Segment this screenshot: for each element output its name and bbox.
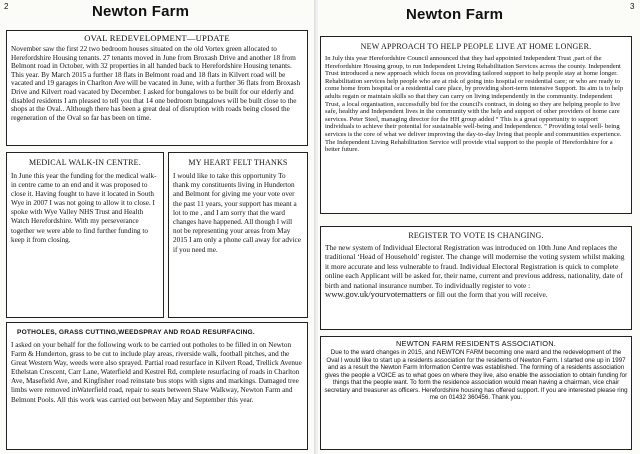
register-url-link[interactable]: www.gov.uk/yourvotematters bbox=[325, 289, 427, 300]
article-body bbox=[321, 243, 631, 299]
article-medical-walk-in bbox=[6, 152, 164, 318]
masthead-left: Newton Farm bbox=[92, 3, 190, 20]
page-number-left: 2 bbox=[4, 2, 9, 11]
article-heartfelt-thanks bbox=[168, 152, 308, 318]
article-title: MEDICAL WALK-IN CENTRE. bbox=[29, 158, 141, 167]
article-title: NEWTON FARM RESIDENTS ASSOCIATION. bbox=[395, 339, 557, 348]
article-title: MY HEART FELT THANKS bbox=[188, 158, 288, 167]
register-url-tail: or fill out the form that you will receive. bbox=[426, 290, 548, 300]
article-title: OVAL REDEVELOPMENT—UPDATE bbox=[84, 33, 230, 43]
article-body: I would like to take this opportunity To thank my constituents living in Hunderton and Belmont for giving me your vote over the past 11 years, your support has meant a lot to me , and I am sorry that the ward changes have happened. All though I will not be representing your areas from May 2015 I am only a phone call away for advice if you need me. bbox=[173, 172, 301, 254]
article-title: POTHOLES, GRASS CUTTING,WEEDSPRAY AND ROAD RESURFACING. bbox=[17, 329, 255, 336]
article-body: In July this year Herefordshire Council announced that they had appointed Independent Trust ,part of the Herefordshire Housing group, to run Independent Living Rehabilitation Services across the county. Independent Trust introduced a new approach which focus on providing tailored support to help people stay at home longer. Rehabilitation services help people who are at risk of going into hospital or residential care; or who are ready to come home from hospital or a residential care place, by providing short-term intensive Support. Its aim is to help adults regain or maintain skills so that they can carry on living independently in the community. Independent Trust, a local organisation, successfully bid for the council's contract, in doing so they are helping people to live safe, healthy and Independent lives in the community with the help and support of other providers of home care services. Peter Steel, managing director for the HH group added “ This is a great opportunity to support individuals to achieve their potential for sustainable well-being and Independence. ” Providing total well- being services is the core of what we deliver improving the day-to-day living that people and communities experience. The Independent Living Rehabilitation Service will provide vital support to the people of Herefordshire for a better future. bbox=[325, 55, 624, 154]
article-body: In June this year the funding for the medical walk-in centre came to an end and it was proposed to close it. Having fought to have it located in South Wye in 2007 I was not going to allow it to close. I spoke with Wye Valley NHS Trust and Health Watch Herefordshire. With my perseverance together we were able to find further funding to keep it from closing. bbox=[11, 172, 157, 244]
article-live-at-home bbox=[320, 36, 632, 214]
article-residents-association bbox=[320, 336, 632, 450]
page-number-right: 3 bbox=[630, 2, 635, 11]
article-register-to-vote bbox=[320, 226, 632, 330]
masthead-right: Newton Farm bbox=[406, 6, 504, 23]
article-body: November saw the first 22 two bedroom houses situated on the old Vortex green allocated to Herefordshire Housing tenants. 27 tenants moved in June from Broxash Drive and another 18 from Belmont road in October, with 32 properties in all handed back to Herefordshire Housing tenants. This year. By March 2015 a further 18 flats in Belmont road and 18 flats in Kilvert road will be vacated and 19 garages in Charlton Ave will be vacated in June, with a further 36 flats from Broxash Drive and Kilvert road vacated by December. I asked for bungalows to be built for our elderly and disabled residents I am pleased to tell you that 14 one bedroom bungalows will be built close to the shops at the Oval.. Although there has been a great deal of disruption with roads being closed the regeneration of the Oval so far has been on time. bbox=[11, 45, 301, 122]
article-title: REGISTER TO VOTE IS CHANGING. bbox=[408, 231, 544, 240]
left-page bbox=[0, 0, 316, 454]
article-body-text: The new system of Individual Electoral Registration was introduced on 10th June And replaces the traditional ‘Head of Household’ register. The change will modernise the voting system whilst making it more accurate and less vulnerable to fraud. Individual Electoral Registration is quick to complete online each Applicant will be asked for, their name, current and previous address, nationality, date of birth and national insurance number. To individually register to vote : bbox=[325, 243, 625, 290]
article-body: I asked on your behalf for the following work to be carried out potholes to be filled in on Newton Farm & Hunderton, grass to be cut to include play areas, riverside walk, football pitches, and the Great Western Way, weeds were also sprayed. Partial road resurface in Kilvert Road, Trellick Avenue Ethelstan Crescent, Carr Lane, Waterfield and Kestrel Rd, complete resurfacing of roads in Charlton Ave, Masefield Ave, and Kingfisher road reinstate bus stops with signs and markings. Damaged tree limbs were removed inWaterfield road, repair to seats between Shaw Walkway, Newton Farm and Belmont Pools. All this work was carried out between May and September this year. bbox=[11, 341, 302, 404]
right-page bbox=[318, 0, 640, 454]
article-potholes bbox=[6, 322, 308, 450]
article-oval-redevelopment bbox=[6, 30, 308, 146]
article-body: Due to the ward changes in 2015, and NEWTON FARM becoming one ward and the redevelopment of the Oval I would like to start up a residents association for the residents of Newton Farm. I started one up in 1997 and as a result the Newton Farm Information Centre was established. The forming of a residents association gives the people a VOICE as to what goes on where they live, also enable the association to obtain funding for things that the people want. To form the residence association would mean having a chairman, vice chair secretary and treasurer as officers. Herefordshire housing has offered support. If you are interested please ring me on 01432 360456. Thank you. bbox=[324, 349, 628, 401]
article-title: NEW APPROACH TO HELP PEOPLE LIVE AT HOME LONGER. bbox=[360, 42, 592, 51]
